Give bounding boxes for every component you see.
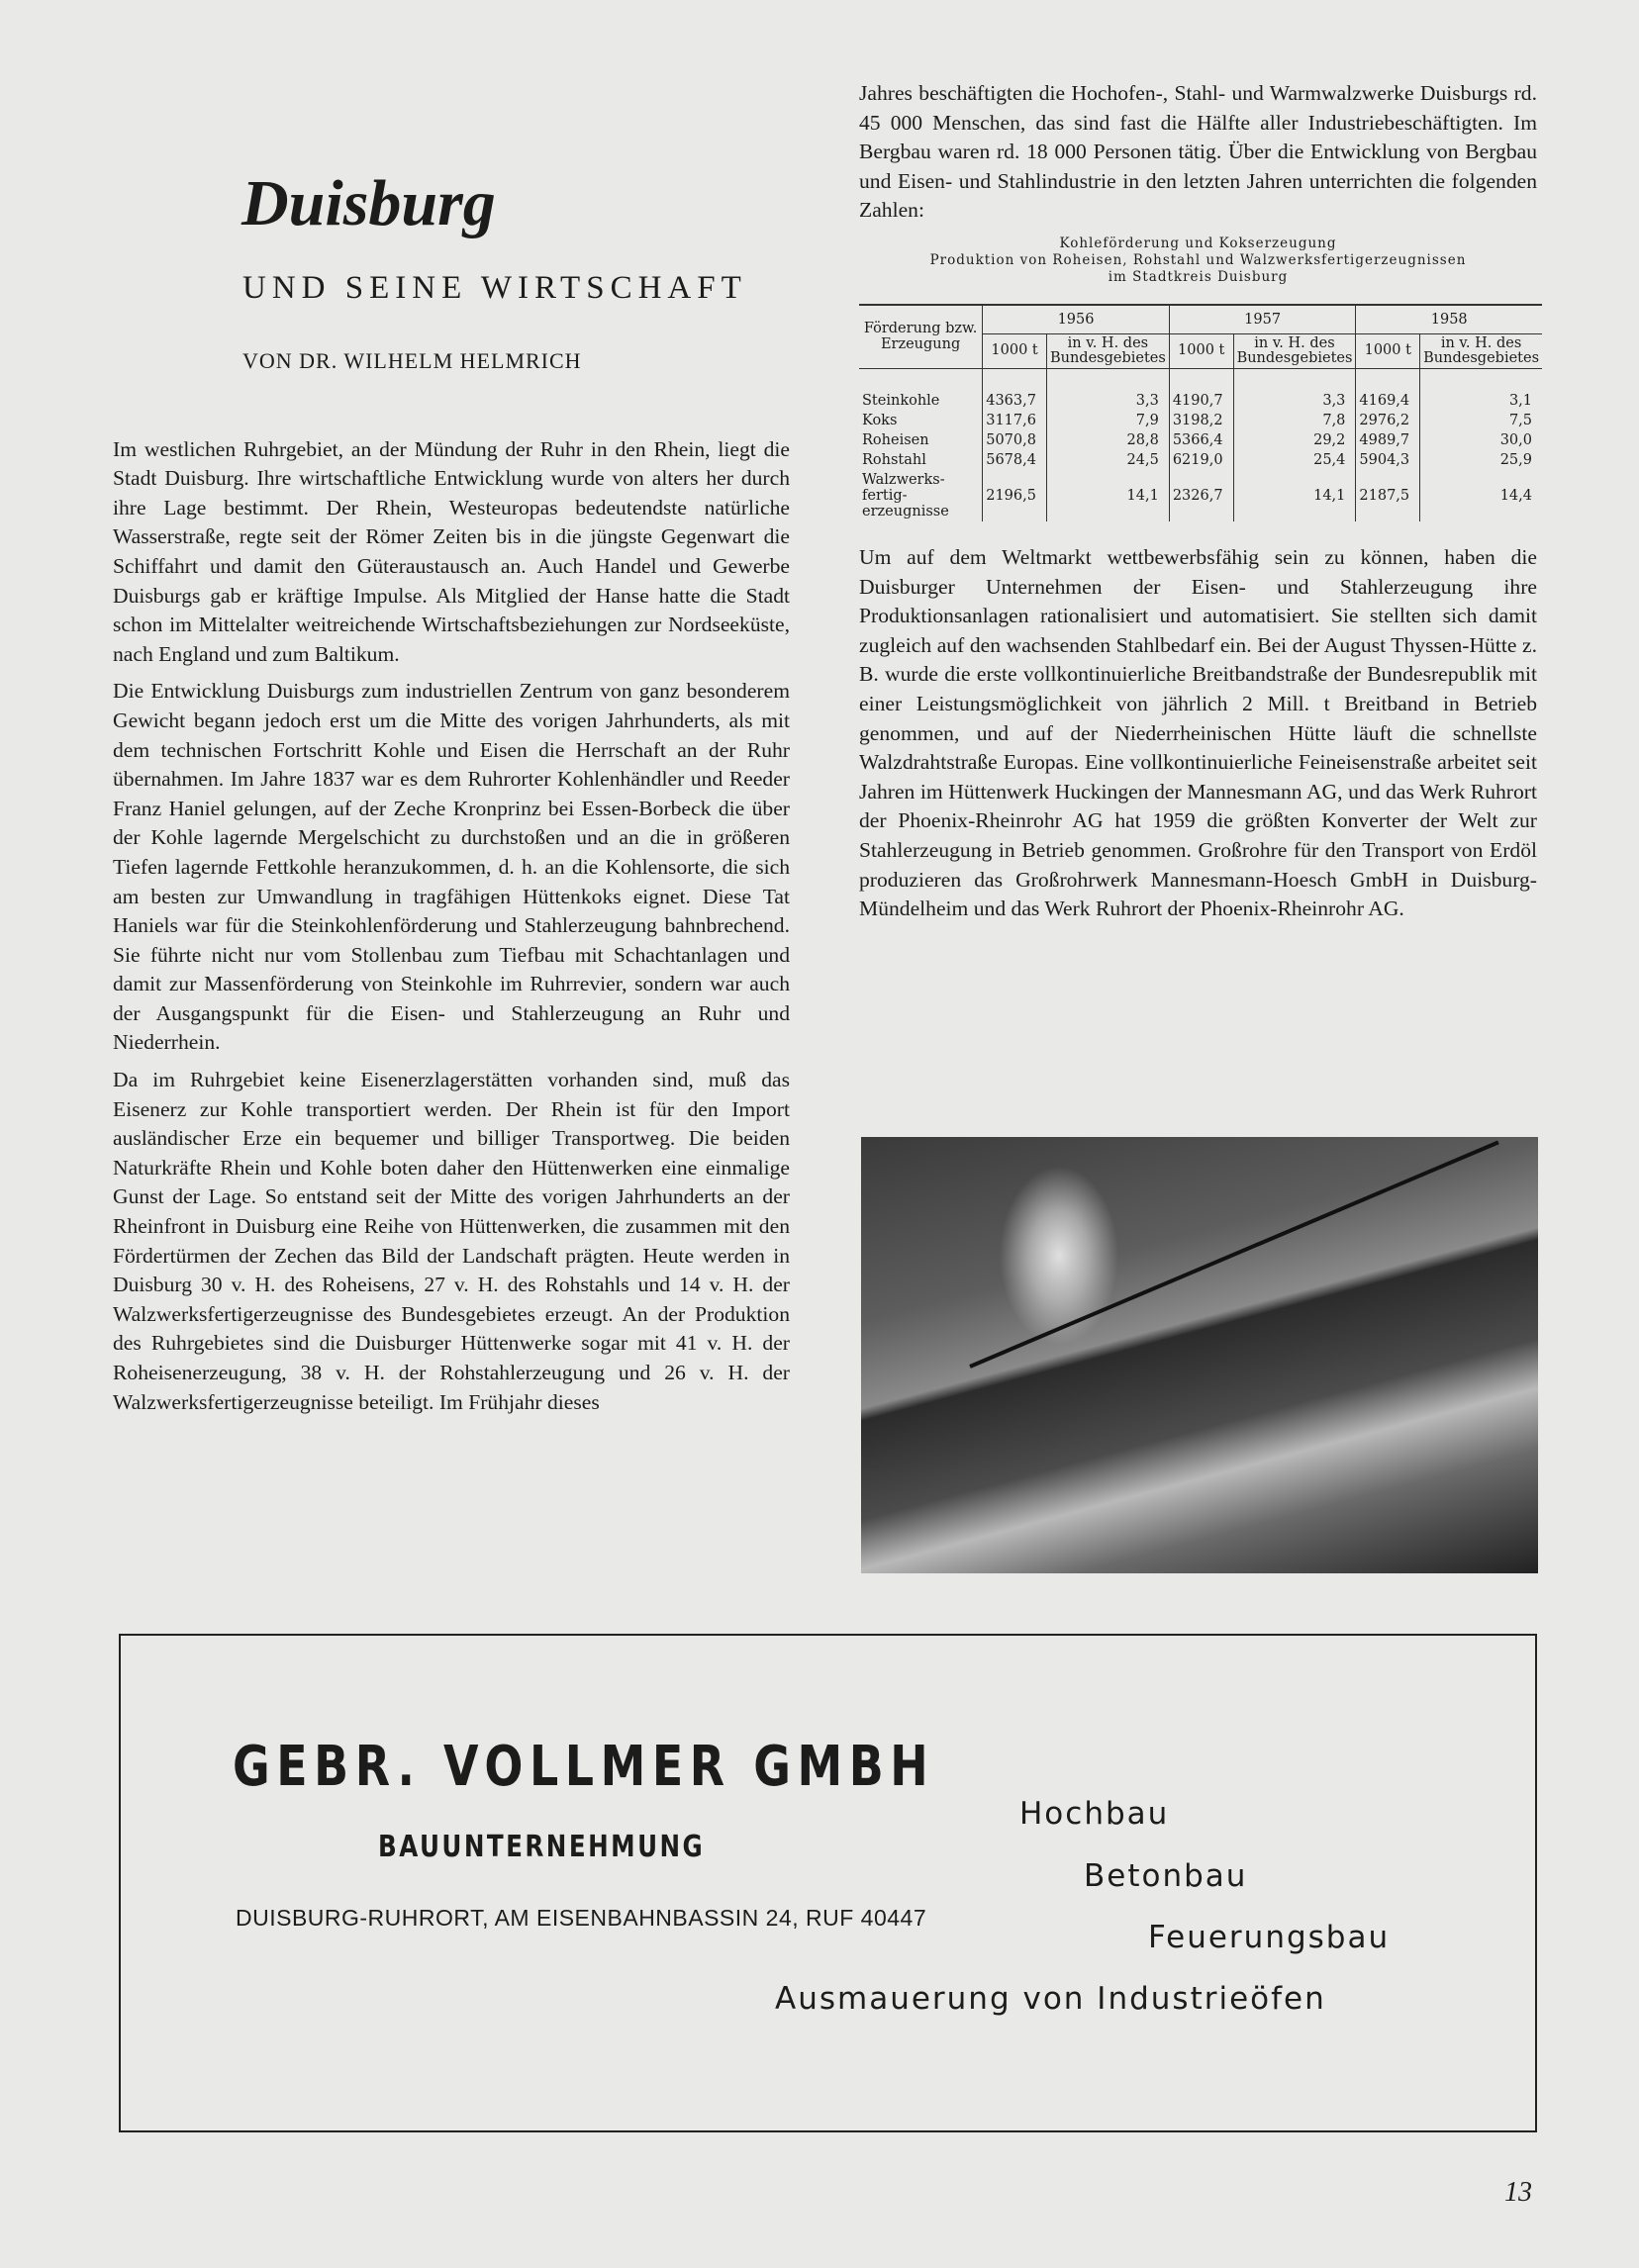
table-row xyxy=(859,430,1542,450)
table-row xyxy=(859,368,1542,411)
table-cell: 7,5 xyxy=(1420,411,1542,430)
table-cell: 2326,7 xyxy=(1169,470,1233,521)
table-cell: 29,2 xyxy=(1233,430,1356,450)
advertisement xyxy=(119,1634,1537,2132)
table-cell: 5904,3 xyxy=(1356,450,1420,470)
table-cell: 6219,0 xyxy=(1169,450,1233,470)
bridge-shape xyxy=(969,1141,1498,1369)
unit-header: 1000 t xyxy=(1356,333,1420,368)
page-number: 13 xyxy=(1504,2177,1532,2208)
table-cell: 4363,7 xyxy=(983,368,1047,411)
production-table xyxy=(859,304,1542,521)
ad-address: DUISBURG-RUHRORT, AM EISENBAHNBASSIN 24, RUF 40447 xyxy=(236,1905,927,1931)
table-cell: 25,4 xyxy=(1233,450,1356,470)
table-caption xyxy=(859,236,1537,286)
table-cell: 5070,8 xyxy=(983,430,1047,450)
paragraph: Im westlichen Ruhrgebiet, an der Mündung der Ruhr in den Rhein, liegt die Stadt Duisburg. Ihre wirtschaftliche Entwicklung wurde von alters her durch ihre Lage bestimmt. Der Rhein, Westeuropas bedeutendste natürliche Wasserstraße, regte seit der Römer Zeiten bis in die jüngste Gegenwart die Schiffahrt und damit den Güteraustausch an. Auch Handel und Gewerbe Duisburgs gab er kräftige Impulse. Als Mitglied der Hanse hatte die Stadt schon im Mittelalter weitreichende Wirtschaftsbeziehungen zur Nordseeküste, nach England und zum Baltikum. xyxy=(113,436,790,666)
row-label: Steinkohle xyxy=(862,392,940,409)
table-cell: 3,3 xyxy=(1046,368,1169,411)
year-header: 1956 xyxy=(983,305,1170,334)
paragraph: Da im Ruhrgebiet keine Eisenerzlagerstätten vorhanden sind, muß das Eisenerz zur Kohle transportiert werden. Der Rhein ist für den Import ausländischer Erze ein bequemer und billiger Transportweg. Die beiden Naturkräfte Rhein und Kohle boten daher den Hüttenwerken eine einmalige Gunst der Lage. So entstand seit der Mitte des vorigen Jahrhunderts an der Rheinfront in Duisburg eine Reihe von Hüttenwerken, die zusammen mit den Fördertürmen der Zechen das Bild der Landschaft prägten. Heute werden in Duisburg 30 v. H. des Roheisens, 27 v. H. des Rohstahls und 14 v. H. der Walzwerksfertigerzeugnisse des Bundesgebietes erzeugt. An der Produktion des Ruhrgebietes sind die Duisburger Hüttenwerke sogar mit 41 v. H. der Roheisenerzeugung, 38 v. H. der Rohstahlerzeugung und 26 v. H. der Walzwerksfertigerzeugnisse beteiligt. Im Frühjahr dieses xyxy=(113,1068,790,1414)
right-body xyxy=(859,543,1537,924)
table-cell: 28,8 xyxy=(1046,430,1169,450)
ad-service: Ausmauerung von Industrieöfen xyxy=(775,1981,1326,2017)
row-label: Walzwerks-fertig-erzeugnisse xyxy=(862,471,949,520)
table-cell: 24,5 xyxy=(1046,450,1169,470)
ad-company-type: BAUUNTERNEHMUNG xyxy=(378,1830,706,1864)
table-cell: 4989,7 xyxy=(1356,430,1420,450)
table-cell: 14,4 xyxy=(1420,470,1542,521)
row-label: Koks xyxy=(862,412,898,428)
ad-service: Hochbau xyxy=(1019,1796,1170,1832)
share-header: in v. H. des Bundesgebietes xyxy=(1233,333,1356,368)
aerial-photo-duisburg-industry xyxy=(861,1137,1538,1573)
share-header: in v. H. des Bundesgebietes xyxy=(1046,333,1169,368)
row-label: Roheisen xyxy=(862,431,929,448)
table-cell: 4169,4 xyxy=(1356,368,1420,411)
ad-company-name: GEBR. VOLLMER GMBH xyxy=(233,1735,935,1799)
table-caption-line: Produktion von Roheisen, Rohstahl und Walzwerksfertigerzeugnissen xyxy=(929,251,1467,268)
article-byline: VON DR. WILHELM HELMRICH xyxy=(242,347,582,373)
year-header: 1957 xyxy=(1169,305,1356,334)
article-subtitle: UND SEINE WIRTSCHAFT xyxy=(242,269,747,306)
left-column xyxy=(113,168,790,1417)
table-cell: 3,3 xyxy=(1233,368,1356,411)
table-cell: 2976,2 xyxy=(1356,411,1420,430)
ad-service: Feuerungsbau xyxy=(1148,1920,1391,1955)
left-body xyxy=(113,435,790,1418)
table-cell: 4190,7 xyxy=(1169,368,1233,411)
table-row xyxy=(859,411,1542,430)
unit-header: 1000 t xyxy=(983,333,1047,368)
row-header: Förderung bzw. Erzeugung xyxy=(859,305,983,369)
year-header: 1958 xyxy=(1356,305,1542,334)
table-row xyxy=(859,470,1542,521)
table-cell: 30,0 xyxy=(1420,430,1542,450)
share-header: in v. H. des Bundesgebietes xyxy=(1420,333,1542,368)
table-cell: 2196,5 xyxy=(983,470,1047,521)
table-caption-line: im Stadtkreis Duisburg xyxy=(1108,268,1289,285)
table-cell: 14,1 xyxy=(1046,470,1169,521)
table-cell: 7,9 xyxy=(1046,411,1169,430)
article-title: Duisburg xyxy=(241,167,496,239)
table-cell: 2187,5 xyxy=(1356,470,1420,521)
table-caption-line: Kohleförderung und Kokserzeugung xyxy=(1059,235,1337,251)
unit-header: 1000 t xyxy=(1169,333,1233,368)
table-cell: 5678,4 xyxy=(983,450,1047,470)
ad-service: Betonbau xyxy=(1084,1858,1248,1894)
table-cell: 7,8 xyxy=(1233,411,1356,430)
table-cell: 3117,6 xyxy=(983,411,1047,430)
table-cell: 14,1 xyxy=(1233,470,1356,521)
table-cell: 3,1 xyxy=(1420,368,1542,411)
paragraph: Um auf dem Weltmarkt wettbewerbsfähig sein zu können, haben die Duisburger Unternehmen der Eisen- und Stahlerzeugung ihre Produktionsanlagen rationalisiert und automatisiert. Sie stellten sich damit zugleich auf den wachsenden Stahlbedarf ein. Bei der August Thyssen-Hütte z. B. wurde die erste vollkontinuierliche Breitbandstraße der Bundesrepublik mit einer Leistungsmöglichkeit von jährlich 2 Mill. t Breitband in Betrieb genommen, und auf der Niederrheinischen Hütte läuft die schnellste Walzdrahtstraße Europas. Eine vollkontinuierliche Feineisenstraße arbeitet seit Jahren im Hüttenwerk Huckingen der Mannesmann AG, und das Werk Ruhrort der Phoenix-Rheinrohr AG hat 1959 die größten Konverter der Welt zur Stahlerzeugung in Betrieb genommen. Großrohre für den Transport von Erdöl produzieren das Großrohrwerk Mannesmann-Hoesch GmbH in Duisburg-Mündelheim und das Werk Ruhrort der Phoenix-Rheinrohr AG. xyxy=(859,544,1537,921)
table-cell: 25,9 xyxy=(1420,450,1542,470)
paragraph: Jahres beschäftigten die Hochofen-, Stahl- und Warmwalzwerke Duisburgs rd. 45 000 Menschen, das sind fast die Hälfte aller Industriebeschäftigten. Im Bergbau waren rd. 18 000 Personen tätig. Über die Entwicklung von Bergbau und Eisen- und Stahlindustrie in den letzten Jahren unterrichten die folgenden Zahlen: xyxy=(859,81,1537,223)
right-column xyxy=(859,79,1540,924)
row-label: Rohstahl xyxy=(862,451,926,468)
table-row xyxy=(859,450,1542,470)
table-cell: 3198,2 xyxy=(1169,411,1233,430)
table-cell: 5366,4 xyxy=(1169,430,1233,450)
paragraph: Die Entwicklung Duisburgs zum industriellen Zentrum von ganz besonderem Gewicht begann jedoch erst um die Mitte des vorigen Jahrhunderts, als mit dem technischen Fortschritt Kohle und Eisen die Herrschaft an der Ruhr übernahmen. Im Jahre 1837 war es dem Ruhrorter Kohlenhändler und Reeder Franz Haniel gelungen, auf der Zeche Kronprinz bei Essen-Borbeck die über der Kohle lagernde Mergelschicht zu durchstoßen und an die in größeren Tiefen lagernde Fettkohle heranzukommen, d. h. an die Kohlensorte, die sich am besten zur Umwandlung in tragfähigen Hüttenkoks eignet. Diese Tat Haniels war für die Steinkohlenförderung und Stahlerzeugung bahnbrechend. Sie führte nicht nur vom Stollenbau zum Tiefbau mit Schachtanlagen und damit zur Massenförderung von Steinkohle im Ruhrrevier, sondern war auch der Ausgangspunkt für die Eisen- und Stahlerzeugung an Ruhr und Niederrhein. xyxy=(113,679,790,1055)
table-body xyxy=(859,368,1542,521)
